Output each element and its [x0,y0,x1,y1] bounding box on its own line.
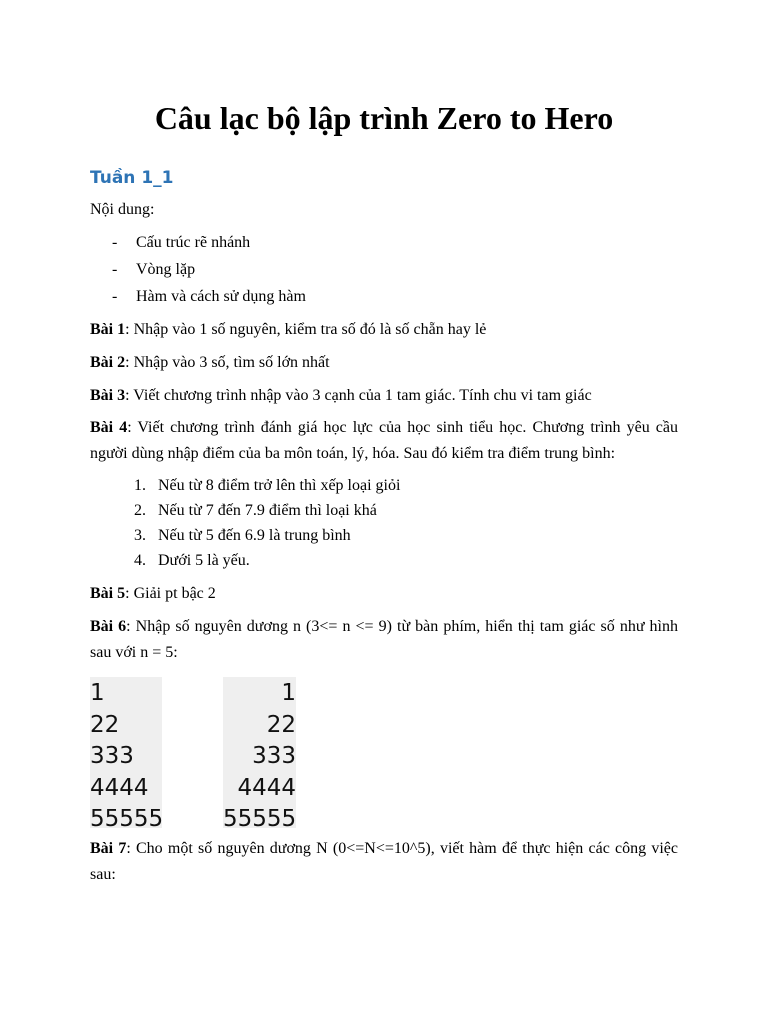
exercise-text: : Nhập vào 3 số, tìm số lớn nhất [125,354,330,371]
exercise-text: : Nhập số nguyên dương n (3<= n <= 9) từ bàn phím, hiển thị tam giác số như hình sau với n = 5: [90,618,678,661]
exercise-label: Bài 7 [90,840,127,857]
list-number: 1. [134,477,146,494]
list-item: Vòng lặp [136,261,196,278]
triangle-row: 4444 [237,774,296,801]
exercise-text: : Giải pt bậc 2 [125,585,216,602]
triangle-row: 22 [266,711,296,738]
triangle-row: 333 [252,743,296,769]
exercise-label: Bài 1 [90,321,126,338]
bullet-marker: - [112,234,118,251]
list-item: Dưới 5 là yếu. [158,552,250,569]
exercise-3 [90,386,592,406]
exercise-text: : Viết chương trình nhập vào 3 cạnh của 1 tam giác. Tính chu vi tam giác [125,387,592,404]
exercise-label: Bài 6 [90,618,127,635]
exercise-1 [90,320,486,340]
exercise-text: : Nhập vào 1 số nguyên, kiểm tra số đó là số chẵn hay lẻ [125,321,487,338]
list-item: Hàm và cách sử dụng hàm [136,288,306,305]
exercise-label: Bài 4 [90,419,128,436]
list-number: 4. [134,552,146,569]
bullet-marker: - [112,288,118,305]
triangle-row: 55555 [223,806,297,832]
list-item: Nếu từ 7 đến 7.9 điểm thì loại khá [158,502,377,519]
right-aligned-triangle [223,677,297,832]
exercise-label: Bài 5 [90,585,126,602]
exercise-2 [90,353,330,373]
section-heading: Tuần 1_1 [90,168,174,188]
bullet-marker: - [112,261,118,278]
triangle-row: 55555 [90,806,164,832]
triangle-row: 22 [90,711,120,738]
triangle-row: 4444 [90,774,149,801]
list-number: 2. [134,502,146,519]
list-item: Nếu từ 8 điểm trở lên thì xếp loại giỏi [158,477,401,494]
exercise-6 [90,614,678,666]
exercise-text: : Viết chương trình đánh giá học lực của học sinh tiểu học. Chương trình yêu cầu người dùng nhập điểm của ba môn toán, lý, hóa. Sau đó kiểm tra điểm trung bình: [90,419,679,462]
exercise-4 [90,415,678,467]
left-aligned-triangle [90,677,164,832]
triangle-row: 1 [281,680,296,706]
exercise-text: : Cho một số nguyên dương N (0<=N<=10^5), viết hàm để thực hiện các công việc sau: [90,840,678,883]
list-number: 3. [134,527,146,544]
list-item: Nếu từ 5 đến 6.9 là trung bình [158,527,351,544]
triangle-row: 1 [90,680,105,706]
exercise-label: Bài 2 [90,354,126,371]
exercise-5 [90,584,216,604]
exercise-7 [90,836,678,888]
content-label: Nội dung: [90,201,155,218]
page-title: Câu lạc bộ lập trình Zero to Hero [154,100,614,136]
list-item: Cấu trúc rẽ nhánh [136,234,251,251]
triangle-row: 333 [90,743,134,769]
exercise-label: Bài 3 [90,387,126,404]
